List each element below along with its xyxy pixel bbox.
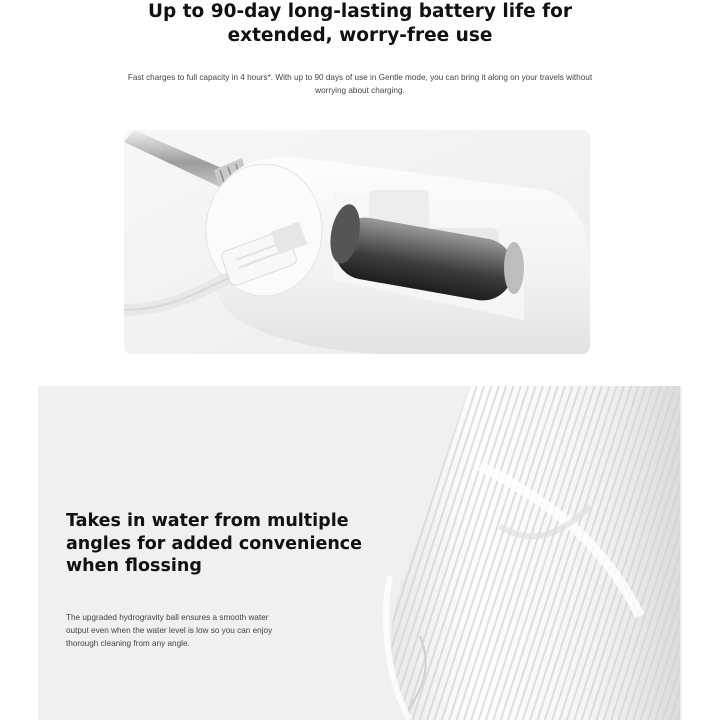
water-intake-description [66, 611, 326, 650]
water-desc-line2: output even when the water level is low so you can enjoy [66, 626, 273, 635]
charging-flosser-battery-image [124, 130, 590, 354]
battery-headline-line2: extended, worry-free use [227, 25, 493, 46]
water-title-line1: Takes in water from multiple [66, 511, 349, 531]
battery-headline-line1: Up to 90-day long-lasting battery life for [148, 1, 572, 22]
battery-subtext-line2: worrying about charging. [315, 86, 405, 95]
water-tank-image [380, 386, 682, 720]
battery-subtext [80, 71, 640, 97]
water-desc-line1: The upgraded hydrogravity ball ensures a smooth water [66, 613, 269, 622]
water-intake-title [66, 510, 396, 578]
battery-headline [60, 0, 660, 48]
water-title-line2: angles for added convenience [66, 533, 363, 554]
battery-subtext-line1: Fast charges to full capacity in 4 hours*. With up to 90 days of use in Gentle mode, you can bring it along on your travels without [127, 73, 593, 82]
water-desc-line3: thorough cleaning from any angle. [66, 639, 190, 648]
water-title-line3: when flossing [66, 556, 202, 576]
